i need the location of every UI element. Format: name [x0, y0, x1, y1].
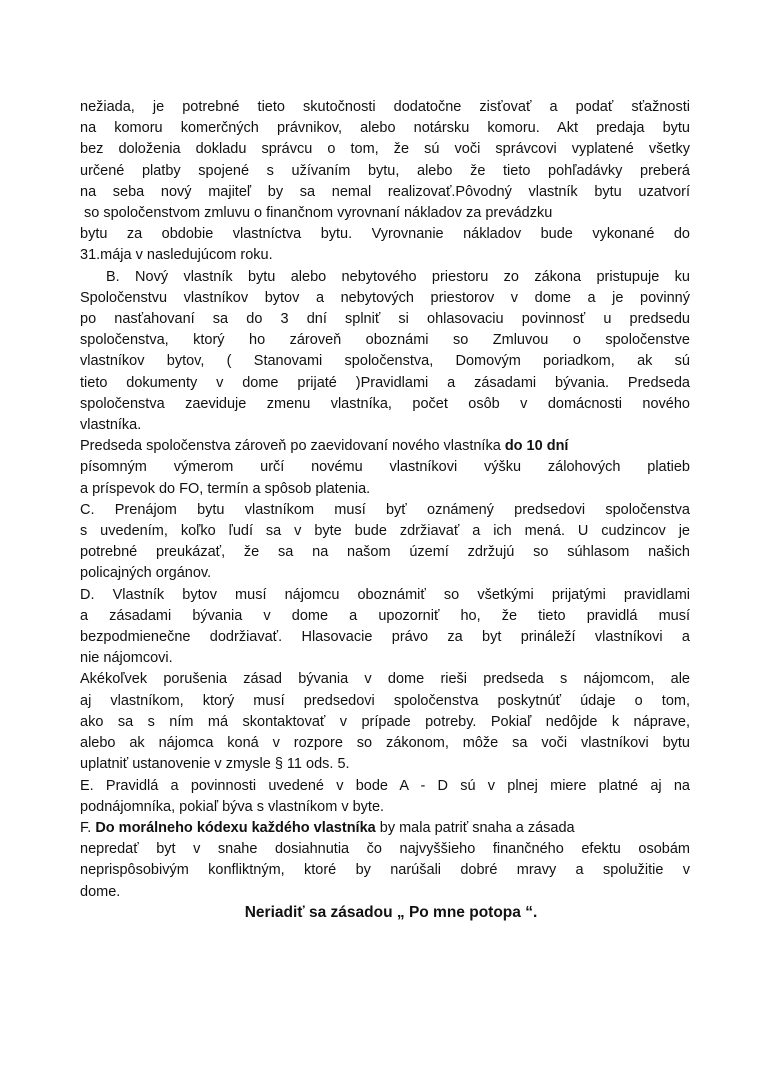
text-line: potrebné preukázať, že sa na našom území zdržujú so súhlasom našich [80, 544, 690, 561]
bold-phrase: Do morálneho kódexu každého vlastníka [95, 819, 376, 836]
text-line: tieto dokumenty v dome prijaté )Pravidlami a zásadami bývania. Predseda [80, 374, 690, 391]
text-line: 31.mája v nasledujúcom roku. [80, 247, 273, 264]
text-line: uplatniť ustanovenie v zmysle § 11 ods. 5. [80, 756, 350, 773]
text-line: bezpodmienečne dodržiavať. Hlasovacie právo za byt prináleží vlastníkovi a [80, 629, 690, 646]
text-line: s uvedením, koľko ľudí sa v byte bude zdržiavať a ich mená. U cudzincov je [80, 523, 690, 540]
text-line: určené platby spojené s užívaním bytu, alebo že tieto pohľadávky preberá [80, 162, 690, 179]
text-line: dome. [80, 883, 121, 900]
text-line: po nasťahovaní sa do 3 dní splniť si ohlasovaciu povinnosť u predsedu [80, 311, 690, 328]
text-line: a príspevok do FO, termín a spôsob platenia. [80, 480, 371, 497]
text-line: bytu za obdobie vlastníctva bytu. Vyrovnanie nákladov bude vykonané do [80, 226, 690, 243]
text-line: spoločenstva, ktorý ho zároveň oboznámi so Zmluvou o spoločenstve [80, 332, 690, 349]
text-line: nepredať byt v snahe dosiahnutia čo najvyššieho finančného efektu osobám [80, 841, 690, 858]
bold-deadline: do 10 dní [504, 438, 569, 455]
text-segment: F. [80, 819, 96, 836]
text-line: bez doloženia dokladu správcu o tom, že sú voči správcovi vyplatené všetky [80, 141, 690, 158]
text-line: spoločenstva zaeviduje zmenu vlastníka, počet osôb v domácnosti nového [80, 395, 690, 412]
text-line: ako sa s ním má skontaktovať v prípade potreby. Pokiaľ nedôjde k náprave, [80, 713, 690, 730]
text-line: E. Pravidlá a povinnosti uvedené v bode A - D sú v plnej miere platné aj na [80, 777, 690, 794]
text-line: policajných orgánov. [80, 565, 212, 582]
text-line: so spoločenstvom zmluvu o finančnom vyrovnaní nákladov za prevádzku [84, 205, 553, 222]
text-line: písomným výmerom určí novému vlastníkovi výšku zálohových platieb [80, 459, 690, 476]
text-line: vlastníkov bytov, ( Stanovami spoločenstva, Domovým poriadkom, ak sú [80, 353, 690, 370]
text-line: na komoru komerčných právnikov, alebo notársku komoru. Akt predaja bytu [80, 120, 690, 137]
text-line: Akékoľvek porušenia zásad bývania v dome rieši predseda s nájomcom, ale [80, 671, 690, 688]
text-line [80, 818, 690, 839]
text-line: neprispôsobivým konfliktným, ktoré by narúšali dobré mravy a spolužitie v [80, 862, 690, 879]
closing-motto: Neriadiť sa zásadou „ Po mne potopa “. [244, 904, 538, 921]
text-line: a zásadami bývania v dome a upozorniť ho, že tieto pravidlá musí [80, 607, 690, 624]
text-line: podnájomníka, pokiaľ býva s vlastníkom v byte. [80, 798, 385, 815]
text-line: nie nájomcovi. [80, 650, 173, 667]
text-line: na seba nový majiteľ by sa nemal realizovať.Pôvodný vlastník bytu uzatvorí [80, 183, 690, 200]
text-segment: Predseda spoločenstva zároveň po zaevidovaní nového vlastníka [80, 438, 505, 455]
text-segment: by mala patriť snaha a zásada [375, 819, 575, 836]
text-line: aj vlastníkom, ktorý musí predsedovi spoločenstva poskytnúť údaje o tom, [80, 692, 690, 709]
body-text [80, 97, 690, 903]
text-line [80, 436, 690, 457]
text-line: C. Prenájom bytu vlastníkom musí byť oznámený predsedovi spoločenstva [80, 501, 690, 518]
text-line: Spoločenstvu vlastníkov bytov a nebytových priestorov v dome a je povinný [80, 289, 690, 306]
text-line: vlastníka. [80, 417, 142, 434]
text-line: alebo ak nájomca koná v rozpore so zákonom, môže sa voči vlastníkovi bytu [80, 735, 690, 752]
text-line: nežiada, je potrebné tieto skutočnosti dodatočne zisťovať a podať sťažnosti [80, 99, 690, 115]
text-line: B. Nový vlastník bytu alebo nebytového priestoru zo zákona pristupuje ku [106, 268, 690, 285]
text-line: D. Vlastník bytov musí nájomcu oboznámiť so všetkými prijatými pravidlami [80, 586, 690, 603]
